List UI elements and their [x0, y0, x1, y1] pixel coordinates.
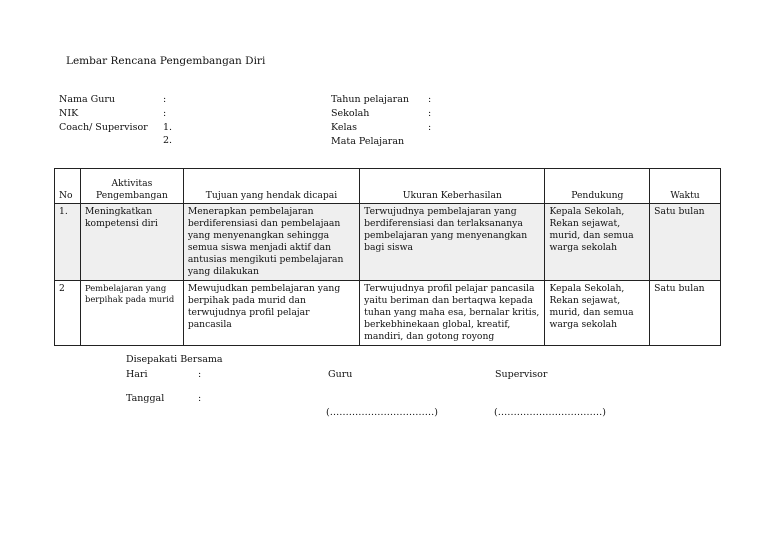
- cell-waktu: Satu bulan: [650, 204, 721, 281]
- tanggal-label: Tanggal: [126, 393, 165, 404]
- colon-nama-guru: :: [163, 94, 167, 105]
- colon-sekolah: :: [428, 108, 432, 119]
- cell-no: 1.: [55, 204, 81, 281]
- cell-waktu: Satu bulan: [650, 281, 721, 346]
- header-tujuan: Tujuan yang hendak dicapai: [183, 169, 359, 204]
- label-nama-guru: Nama Guru: [59, 94, 116, 105]
- tanggal-colon: :: [198, 393, 202, 404]
- cell-ukuran: Terwujudnya pembelajaran yang berdiferensiasi dan terlaksananya pembelajaran yang menyenangkan bagi siswa: [360, 204, 545, 281]
- header-no: No: [55, 169, 81, 204]
- cell-ukuran: Terwujudnya profil pelajar pancasila yaitu beriman dan bertaqwa kepada tuhan yang maha esa, bernalar kritis, berkebhinekaan global, kreatif, mandiri, dan gotong royong: [360, 281, 545, 346]
- hari-colon: :: [198, 369, 202, 380]
- guru-label: Guru: [328, 369, 353, 380]
- cell-pendukung: Kepala Sekolah, Rekan sejawat, murid, dan semua warga sekolah: [545, 281, 650, 346]
- header-waktu: Waktu: [650, 169, 721, 204]
- label-kelas: Kelas: [331, 122, 358, 133]
- header-pendukung: Pendukung: [545, 169, 650, 204]
- table-row: [55, 204, 721, 281]
- coach-supervisor-2: 2.: [163, 135, 173, 146]
- colon-tahun-pelajaran: :: [428, 94, 432, 105]
- header-ukuran: Ukuran Keberhasilan: [360, 169, 545, 204]
- development-plan-table: [54, 168, 721, 346]
- label-nik: NIK: [59, 108, 79, 119]
- cell-aktivitas: Meningkatkan kompetensi diri: [80, 204, 183, 281]
- cell-tujuan: Menerapkan pembelajaran berdiferensiasi dan pembelajaan yang menyenangkan sehingga semua siswa menjadi aktif dan antusias mengikuti pembelajaran yang dilakukan: [183, 204, 359, 281]
- guru-signature-line: (……………………………): [326, 407, 438, 418]
- label-mata-pelajaran: Mata Pelajaran: [331, 136, 405, 147]
- cell-pendukung: Kepala Sekolah, Rekan sejawat, murid, dan semua warga sekolah: [545, 204, 650, 281]
- agreed-label: Disepakati Bersama: [126, 354, 223, 365]
- document-title: Lembar Rencana Pengembangan Diri: [66, 55, 266, 67]
- cell-tujuan: Mewujudkan pembelajaran yang berpihak pada murid dan terwujudnya profil pelajar pancasila: [183, 281, 359, 346]
- hari-label: Hari: [126, 369, 148, 380]
- label-tahun-pelajaran: Tahun pelajaran: [331, 94, 409, 105]
- table-row: [55, 281, 721, 346]
- cell-no: 2: [55, 281, 81, 346]
- supervisor-signature-line: (……………………………): [494, 407, 606, 418]
- cell-aktivitas: Pembelajaran yang berpihak pada murid: [80, 281, 183, 346]
- supervisor-label: Supervisor: [495, 369, 548, 380]
- label-coach-supervisor: Coach/ Supervisor: [59, 122, 148, 133]
- header-aktivitas: Aktivitas Pengembangan: [80, 169, 183, 204]
- colon-kelas: :: [428, 122, 432, 133]
- label-sekolah: Sekolah: [331, 108, 370, 119]
- table-header-row: [55, 169, 721, 204]
- colon-coach-supervisor: 1.: [163, 122, 173, 133]
- colon-nik: :: [163, 108, 167, 119]
